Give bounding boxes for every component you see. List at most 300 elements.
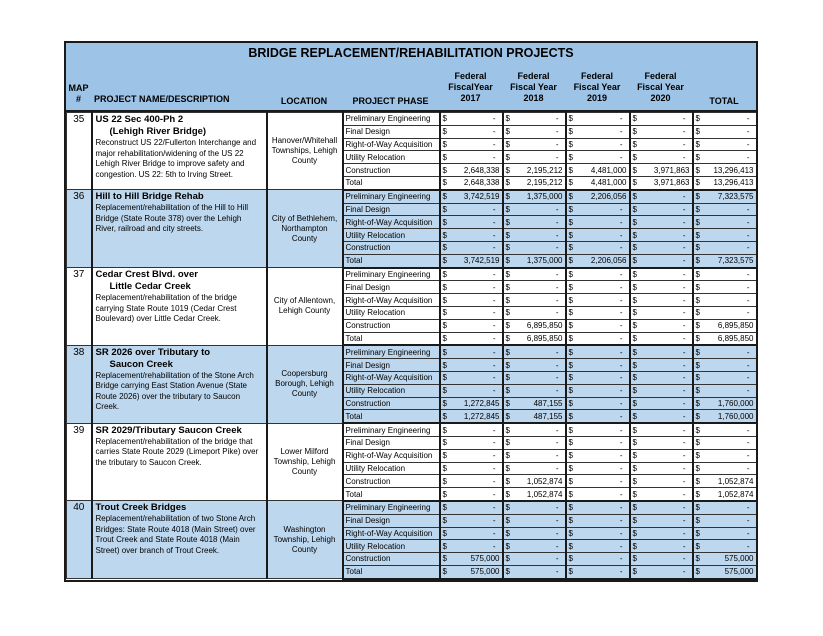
map-number: 37 xyxy=(67,268,92,346)
amount-total xyxy=(693,319,757,332)
project-name-line2: (Lehigh River Bridge) xyxy=(109,126,207,137)
amount-fy2018 xyxy=(503,113,566,126)
money-value xyxy=(569,502,627,513)
project-group xyxy=(67,190,757,268)
amount-value: - xyxy=(746,127,750,137)
phase-label: Preliminary Engineering xyxy=(343,423,440,436)
money-value xyxy=(506,217,563,228)
currency-symbol: $ xyxy=(632,269,637,279)
amount-value: - xyxy=(746,528,750,538)
money-value xyxy=(569,269,627,280)
amount-value: 1,375,000 xyxy=(526,192,563,202)
amount-value: 6,895,850 xyxy=(717,321,754,331)
amount-value: - xyxy=(555,528,559,538)
amount-value: - xyxy=(619,463,623,473)
amount-value: - xyxy=(746,230,750,240)
currency-symbol: $ xyxy=(632,321,637,331)
amount-value: - xyxy=(682,192,686,202)
currency-symbol: $ xyxy=(695,256,700,266)
amount-fy2020 xyxy=(630,514,693,527)
header-fy2017-l2: FiscalYear xyxy=(448,82,493,92)
currency-symbol: $ xyxy=(442,333,447,343)
amount-fy2019 xyxy=(566,203,630,216)
money-value xyxy=(633,242,690,253)
phase-label: Final Design xyxy=(343,436,440,449)
money-value xyxy=(443,152,500,163)
phase-label: Final Design xyxy=(343,514,440,527)
amount-value: - xyxy=(619,347,623,357)
amount-fy2020 xyxy=(630,306,693,319)
amount-fy2020 xyxy=(630,254,693,267)
project-location: Lower Milford Township, Lehigh County xyxy=(267,423,343,501)
amount-fy2018 xyxy=(503,371,566,384)
money-value xyxy=(569,282,627,293)
amount-fy2019 xyxy=(566,190,630,203)
currency-symbol: $ xyxy=(632,347,637,357)
amount-value: - xyxy=(619,360,623,370)
amount-value: 575,000 xyxy=(470,554,500,564)
amount-value: - xyxy=(682,438,686,448)
amount-fy2018 xyxy=(503,345,566,358)
amount-value: 1,272,845 xyxy=(463,398,500,408)
amount-fy2019 xyxy=(566,306,630,319)
currency-symbol: $ xyxy=(505,541,510,551)
money-value xyxy=(569,372,627,383)
amount-fy2019 xyxy=(566,565,630,578)
money-value xyxy=(506,437,563,448)
amount-fy2018 xyxy=(503,268,566,281)
money-value xyxy=(443,126,500,137)
amount-value: - xyxy=(682,386,686,396)
money-value xyxy=(569,230,627,241)
amount-value: - xyxy=(682,541,686,551)
amount-value: - xyxy=(555,308,559,318)
amount-value: - xyxy=(492,438,496,448)
currency-symbol: $ xyxy=(442,567,447,577)
amount-value: - xyxy=(555,373,559,383)
currency-symbol: $ xyxy=(442,489,447,499)
currency-symbol: $ xyxy=(695,541,700,551)
money-value xyxy=(696,450,754,461)
money-value xyxy=(443,476,500,487)
money-value xyxy=(506,425,563,436)
currency-symbol: $ xyxy=(505,451,510,461)
map-number: 40 xyxy=(67,501,92,579)
currency-symbol: $ xyxy=(505,269,510,279)
amount-value: 2,195,212 xyxy=(526,178,563,188)
currency-symbol: $ xyxy=(442,411,447,421)
amount-fy2018 xyxy=(503,176,566,189)
amount-value: - xyxy=(682,333,686,343)
amount-value: - xyxy=(619,425,623,435)
amount-value: - xyxy=(682,347,686,357)
money-value xyxy=(569,204,627,215)
amount-value: - xyxy=(492,463,496,473)
amount-value: - xyxy=(492,114,496,124)
money-value xyxy=(443,269,500,280)
money-value xyxy=(506,320,563,331)
currency-symbol: $ xyxy=(695,308,700,318)
amount-total xyxy=(693,488,757,501)
currency-symbol: $ xyxy=(442,528,447,538)
phase-label: Preliminary Engineering xyxy=(343,268,440,281)
money-value xyxy=(696,269,754,280)
header-total: TOTAL xyxy=(709,96,739,106)
amount-value: - xyxy=(619,308,623,318)
currency-symbol: $ xyxy=(568,451,573,461)
project-description: Replacement/rehabilitation of the Hill to Hill Bridge (State Route 378) over the Lehigh River, railroad and city streets. xyxy=(95,203,249,234)
money-value xyxy=(633,489,690,500)
amount-fy2018 xyxy=(503,138,566,151)
amount-value: - xyxy=(555,567,559,577)
amount-fy2018 xyxy=(503,294,566,307)
money-value xyxy=(443,425,500,436)
money-value xyxy=(569,411,627,422)
amount-value: - xyxy=(746,360,750,370)
amount-fy2017 xyxy=(440,268,503,281)
currency-symbol: $ xyxy=(442,192,447,202)
currency-symbol: $ xyxy=(695,476,700,486)
money-value xyxy=(569,126,627,137)
currency-symbol: $ xyxy=(568,321,573,331)
currency-symbol: $ xyxy=(695,333,700,343)
money-value xyxy=(443,541,500,552)
money-value xyxy=(696,566,754,577)
money-value xyxy=(696,295,754,306)
project-description: Replacement/rehabilitation of the bridge that carries State Route 2029 (Limeport Pike) over the tributary to Saucon Creek. xyxy=(95,436,259,467)
money-value xyxy=(569,242,627,253)
project-name: SR 2026 over Tributary to xyxy=(95,346,211,358)
currency-symbol: $ xyxy=(632,567,637,577)
amount-fy2017 xyxy=(440,281,503,294)
map-number: 35 xyxy=(67,113,92,190)
phase-label: Construction xyxy=(343,241,440,254)
amount-fy2019 xyxy=(566,345,630,358)
currency-symbol: $ xyxy=(442,114,447,124)
page-title: BRIDGE REPLACEMENT/REHABILITATION PROJECTS xyxy=(248,46,574,60)
phase-label: Utility Relocation xyxy=(343,151,440,164)
amount-fy2017 xyxy=(440,190,503,203)
amount-value: - xyxy=(746,139,750,149)
currency-symbol: $ xyxy=(568,516,573,526)
amount-value: - xyxy=(619,152,623,162)
project-name-line2: Little Cedar Creek xyxy=(109,281,191,293)
amount-value: - xyxy=(619,438,623,448)
money-value xyxy=(696,177,754,188)
currency-symbol: $ xyxy=(695,451,700,461)
currency-symbol: $ xyxy=(568,127,573,137)
amount-value: 1,052,874 xyxy=(717,489,754,499)
amount-total xyxy=(693,176,757,189)
money-value xyxy=(443,502,500,513)
amount-value: - xyxy=(492,503,496,513)
amount-fy2018 xyxy=(503,565,566,578)
currency-symbol: $ xyxy=(505,411,510,421)
amount-value: - xyxy=(492,528,496,538)
amount-value: - xyxy=(682,451,686,461)
money-value xyxy=(633,541,690,552)
currency-symbol: $ xyxy=(505,516,510,526)
amount-fy2017 xyxy=(440,332,503,345)
money-value xyxy=(569,320,627,331)
money-value xyxy=(443,139,500,150)
amount-value: - xyxy=(492,516,496,526)
currency-symbol: $ xyxy=(632,386,637,396)
amount-fy2017 xyxy=(440,501,503,514)
amount-value: - xyxy=(682,411,686,421)
currency-symbol: $ xyxy=(442,360,447,370)
money-value xyxy=(633,295,690,306)
money-value xyxy=(696,502,754,513)
header-map-hash: # xyxy=(75,94,81,104)
amount-fy2020 xyxy=(630,501,693,514)
amount-value: - xyxy=(555,243,559,253)
money-value xyxy=(506,282,563,293)
money-value xyxy=(569,191,627,202)
amount-value: - xyxy=(746,438,750,448)
money-value xyxy=(443,463,500,474)
amount-value: - xyxy=(619,476,623,486)
currency-symbol: $ xyxy=(695,425,700,435)
amount-fy2017 xyxy=(440,241,503,254)
money-value xyxy=(569,437,627,448)
money-value xyxy=(443,450,500,461)
currency-symbol: $ xyxy=(442,295,447,305)
phase-label: Preliminary Engineering xyxy=(343,501,440,514)
amount-value: - xyxy=(619,139,623,149)
money-value xyxy=(569,463,627,474)
project-cell xyxy=(92,345,267,423)
amount-total xyxy=(693,306,757,319)
amount-value: - xyxy=(682,217,686,227)
header-fy2018-l1: Federal xyxy=(517,71,550,81)
amount-fy2017 xyxy=(440,125,503,138)
amount-fy2018 xyxy=(503,241,566,254)
currency-symbol: $ xyxy=(442,127,447,137)
money-value xyxy=(569,177,627,188)
amount-fy2018 xyxy=(503,553,566,566)
amount-fy2017 xyxy=(440,164,503,177)
money-value xyxy=(696,152,754,163)
amount-fy2019 xyxy=(566,294,630,307)
currency-symbol: $ xyxy=(442,152,447,162)
map-number: 39 xyxy=(67,423,92,501)
amount-fy2019 xyxy=(566,176,630,189)
money-value xyxy=(506,411,563,422)
amount-value: - xyxy=(555,386,559,396)
money-value xyxy=(569,450,627,461)
currency-symbol: $ xyxy=(568,204,573,214)
currency-symbol: $ xyxy=(568,282,573,292)
amount-total xyxy=(693,138,757,151)
amount-fy2019 xyxy=(566,527,630,540)
money-value xyxy=(443,255,500,266)
money-value xyxy=(633,269,690,280)
money-value xyxy=(506,204,563,215)
phase-label: Utility Relocation xyxy=(343,462,440,475)
money-value xyxy=(506,242,563,253)
amount-value: - xyxy=(492,139,496,149)
currency-symbol: $ xyxy=(568,217,573,227)
amount-total xyxy=(693,164,757,177)
money-value xyxy=(696,425,754,436)
currency-symbol: $ xyxy=(632,541,637,551)
project-cell xyxy=(92,423,267,501)
currency-symbol: $ xyxy=(695,373,700,383)
currency-symbol: $ xyxy=(568,269,573,279)
amount-fy2019 xyxy=(566,332,630,345)
currency-symbol: $ xyxy=(695,282,700,292)
phase-label: Construction xyxy=(343,319,440,332)
amount-value: - xyxy=(682,295,686,305)
amount-total xyxy=(693,475,757,488)
project-name: Hill to Hill Bridge Rehab xyxy=(95,191,204,203)
currency-symbol: $ xyxy=(695,321,700,331)
header-fy2020-l3: 2020 xyxy=(650,93,671,103)
currency-symbol: $ xyxy=(505,230,510,240)
currency-symbol: $ xyxy=(505,554,510,564)
phase-label: Construction xyxy=(343,553,440,566)
money-value xyxy=(633,347,690,358)
money-value xyxy=(443,307,500,318)
amount-value: 6,895,850 xyxy=(526,333,563,343)
currency-symbol: $ xyxy=(442,243,447,253)
money-value xyxy=(696,541,754,552)
currency-symbol: $ xyxy=(632,230,637,240)
currency-symbol: $ xyxy=(568,476,573,486)
amount-fy2018 xyxy=(503,436,566,449)
amount-value: - xyxy=(492,152,496,162)
currency-symbol: $ xyxy=(632,243,637,253)
currency-symbol: $ xyxy=(632,127,637,137)
currency-symbol: $ xyxy=(568,152,573,162)
phase-label: Final Design xyxy=(343,203,440,216)
amount-value: - xyxy=(619,554,623,564)
money-value xyxy=(506,255,563,266)
money-value xyxy=(569,553,627,564)
currency-symbol: $ xyxy=(632,398,637,408)
amount-fy2018 xyxy=(503,190,566,203)
amount-fy2018 xyxy=(503,501,566,514)
amount-fy2018 xyxy=(503,203,566,216)
amount-fy2017 xyxy=(440,216,503,229)
amount-value: - xyxy=(746,516,750,526)
amount-fy2018 xyxy=(503,229,566,242)
amount-fy2020 xyxy=(630,319,693,332)
amount-value: 487,155 xyxy=(533,398,563,408)
amount-value: - xyxy=(619,489,623,499)
money-value xyxy=(696,437,754,448)
money-value xyxy=(443,347,500,358)
currency-symbol: $ xyxy=(568,528,573,538)
project-location: Washington Township, Lehigh County xyxy=(267,501,343,579)
money-value xyxy=(633,437,690,448)
currency-symbol: $ xyxy=(568,411,573,421)
amount-fy2020 xyxy=(630,113,693,126)
currency-symbol: $ xyxy=(568,165,573,175)
amount-total xyxy=(693,254,757,267)
amount-value: - xyxy=(492,360,496,370)
amount-fy2019 xyxy=(566,319,630,332)
currency-symbol: $ xyxy=(695,114,700,124)
amount-value: - xyxy=(555,541,559,551)
currency-symbol: $ xyxy=(568,398,573,408)
amount-value: - xyxy=(555,451,559,461)
map-number: 36 xyxy=(67,190,92,268)
currency-symbol: $ xyxy=(442,554,447,564)
amount-value: - xyxy=(682,360,686,370)
header-phase: PROJECT PHASE xyxy=(352,96,429,106)
amount-value: - xyxy=(682,114,686,124)
amount-fy2017 xyxy=(440,384,503,397)
money-value xyxy=(696,463,754,474)
amount-value: - xyxy=(746,114,750,124)
phase-label: Right-of-Way Acquisition xyxy=(343,216,440,229)
project-cell xyxy=(92,113,267,190)
header-fy2017-l1: Federal xyxy=(454,71,487,81)
currency-symbol: $ xyxy=(505,503,510,513)
project-name: US 22 Sec 400-Ph 2 xyxy=(95,114,184,125)
amount-fy2018 xyxy=(503,125,566,138)
amount-total xyxy=(693,281,757,294)
currency-symbol: $ xyxy=(568,360,573,370)
amount-value: 13,296,413 xyxy=(713,165,754,175)
amount-value: - xyxy=(682,503,686,513)
currency-symbol: $ xyxy=(695,127,700,137)
currency-symbol: $ xyxy=(568,139,573,149)
amount-value: - xyxy=(746,347,750,357)
currency-symbol: $ xyxy=(632,295,637,305)
money-value xyxy=(633,165,690,176)
header-fy2019 xyxy=(565,71,629,104)
amount-total xyxy=(693,345,757,358)
amount-value: 3,742,519 xyxy=(463,192,500,202)
currency-symbol: $ xyxy=(505,192,510,202)
table-row xyxy=(67,268,757,281)
amount-value: - xyxy=(492,217,496,227)
currency-symbol: $ xyxy=(568,373,573,383)
header-fy2020-l1: Federal xyxy=(644,71,677,81)
amount-fy2020 xyxy=(630,565,693,578)
currency-symbol: $ xyxy=(505,347,510,357)
currency-symbol: $ xyxy=(442,217,447,227)
money-value xyxy=(506,126,563,137)
amount-value: - xyxy=(682,230,686,240)
amount-value: 4,481,000 xyxy=(590,178,627,188)
amount-value: - xyxy=(619,295,623,305)
currency-symbol: $ xyxy=(442,269,447,279)
currency-symbol: $ xyxy=(632,503,637,513)
currency-symbol: $ xyxy=(568,567,573,577)
currency-symbol: $ xyxy=(442,438,447,448)
currency-symbol: $ xyxy=(632,554,637,564)
money-value xyxy=(633,255,690,266)
phase-label: Preliminary Engineering xyxy=(343,345,440,358)
amount-fy2020 xyxy=(630,371,693,384)
money-value xyxy=(569,255,627,266)
amount-fy2017 xyxy=(440,229,503,242)
phase-label: Right-of-Way Acquisition xyxy=(343,294,440,307)
money-value xyxy=(696,191,754,202)
money-value xyxy=(696,489,754,500)
amount-fy2020 xyxy=(630,190,693,203)
amount-value: - xyxy=(682,308,686,318)
amount-value: 7,323,575 xyxy=(717,256,754,266)
money-value xyxy=(633,398,690,409)
amount-value: - xyxy=(746,204,750,214)
amount-fy2017 xyxy=(440,565,503,578)
currency-symbol: $ xyxy=(568,503,573,513)
